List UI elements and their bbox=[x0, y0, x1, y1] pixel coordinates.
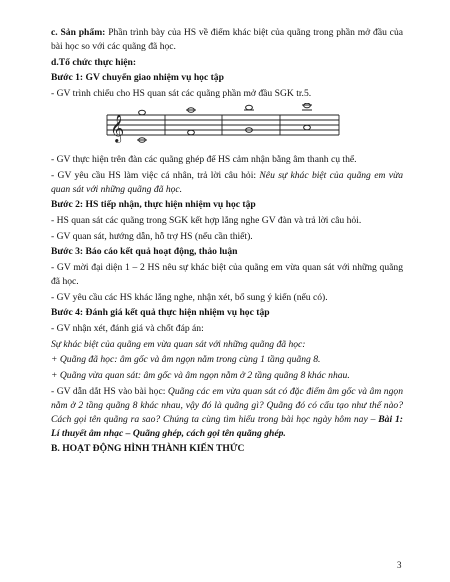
lesson-title: Bài 1: Lí thuyết âm nhạc – Quãng ghép, cách gọi tên quãng ghép. bbox=[51, 413, 403, 439]
step4-heading: Bước 4: Đánh giá kết quả thực hiện nhiệm vụ học tập bbox=[51, 307, 270, 319]
step1-item-2: - GV thực hiện trên đàn các quãng ghép để HS cảm nhận bằng âm thanh cụ thể. bbox=[51, 153, 357, 165]
answer-item-1: + Quãng đã học: âm gốc và âm ngọn nằm trong cùng 1 tầng quãng 8. bbox=[51, 354, 321, 366]
product-paragraph bbox=[51, 26, 403, 54]
step2-item-2: - GV quan sát, hướng dẫn, hỗ trợ HS (nếu cần thiết). bbox=[51, 230, 253, 242]
step1-heading: Bước 1: GV chuyển giao nhiệm vụ học tập bbox=[51, 72, 224, 84]
question-text: Nêu sự khác biệt của quãng em vừa quan sát với những quãng đã học. bbox=[51, 169, 404, 195]
step2-heading: Bước 2: HS tiếp nhận, thực hiện nhiệm vụ học tập bbox=[51, 199, 256, 211]
step1-item-1: - GV trình chiếu cho HS quan sát các quãng phần mở đầu SGK tr.5. bbox=[51, 88, 312, 100]
step4-item-1: - GV nhận xét, đánh giá và chốt đáp án: bbox=[51, 323, 204, 335]
step3-item-1: - GV mời đại diện 1 – 2 HS nêu sự khác biệt của quãng em vừa quan sát với những quãng đã học. bbox=[51, 262, 403, 287]
step1-item-3: - GV yêu cầu HS làm việc cá nhân, trả lời câu hỏi: Nêu sự khác biệt của quãng em vừa quan sát với những quãng đã học. bbox=[51, 169, 404, 195]
section-b-heading: B. HOẠT ĐỘNG HÌNH THÀNH KIẾN THỨC bbox=[51, 443, 245, 455]
answer-intro: Sự khác biệt của quãng em vừa quan sát với những quãng đã học: bbox=[51, 338, 306, 350]
organization-heading: d.Tổ chức thực hiện: bbox=[51, 56, 137, 68]
step3-item-2: - GV yêu cầu các HS khác lắng nghe, nhận xét, bổ sung ý kiến (nếu có). bbox=[51, 291, 328, 303]
treble-clef-icon: 𝄞 bbox=[110, 113, 125, 142]
step3-heading: Bước 3: Báo cáo kết quả hoạt động, thảo luận bbox=[51, 246, 238, 258]
step2-item-1: - HS quan sát các quãng trong SGK kết hợp lắng nghe GV đàn và trả lời câu hỏi. bbox=[51, 214, 362, 226]
lesson-intro: - GV dẫn dắt HS vào bài học: Quãng các em vừa quan sát có đặc điểm âm gốc và âm ngọn nằm ở 2 tầng quãng 8 khác nhau, vậy đó là quãng gì? Quãng đó có cấu tạo như thế nào? Cách gọi tên quãng ra sao? Chúng ta cùng tìm hiểu trong bài học ngày hôm nay – Bài 1: Lí thuyết âm nhạc – Quãng ghép, cách gọi tên quãng ghép. bbox=[51, 385, 403, 439]
document-page bbox=[51, 26, 403, 458]
product-heading: c. Sản phẩm: bbox=[51, 27, 106, 38]
page-number: 3 bbox=[397, 560, 402, 570]
product-text: Phần trình bày của HS về điểm khác biệt của quãng trong phần mở đầu của bài học so với các quãng đã học. bbox=[51, 27, 403, 52]
music-staff-image bbox=[105, 103, 341, 147]
answer-item-2: + Quãng vừa quan sát: âm gốc và âm ngọn nằm ở 2 tầng quãng 8 khác nhau. bbox=[51, 370, 350, 382]
